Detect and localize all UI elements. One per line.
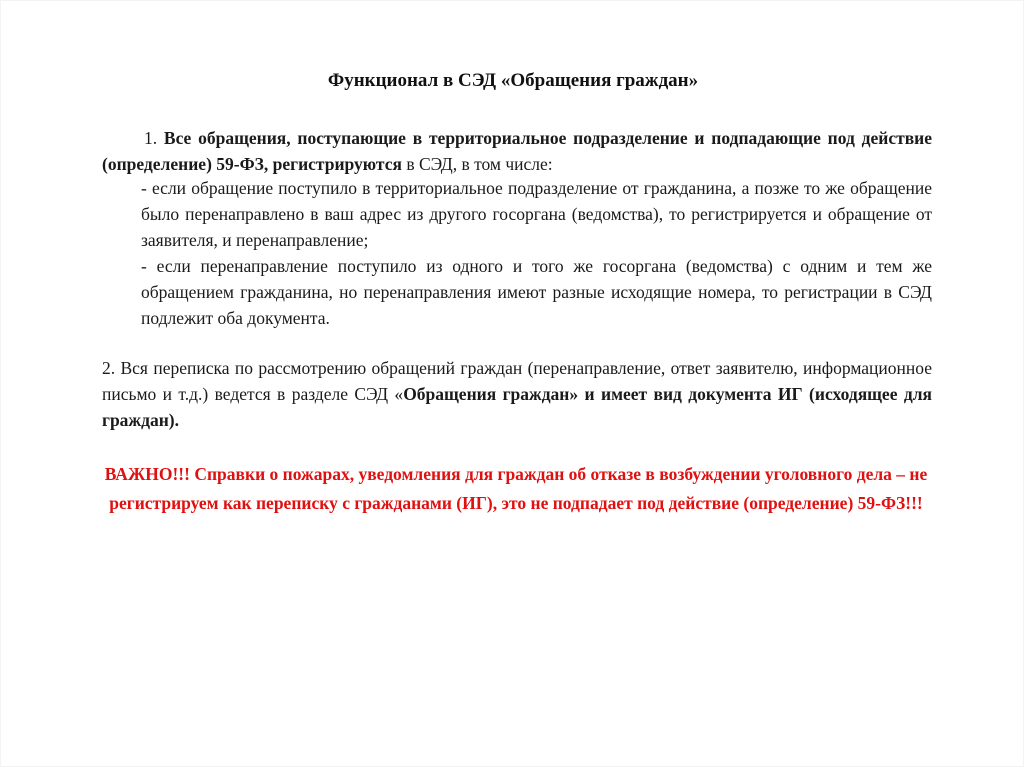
important-note: ВАЖНО!!! Справки о пожарах, уведомления для граждан об отказе в возбуждении уголовного дела – не регистрируем как переписку с гражданами (ИГ), это не подпадает под действие (определение) 59-ФЗ!!! <box>104 464 928 513</box>
slide-title: Функционал в СЭД «Обращения граждан» <box>327 70 699 91</box>
point-2-paragraph <box>102 355 932 433</box>
point-2-normal-text: 2. Вся переписка по рассмотрению обращений граждан (перенаправление, ответ заявителю, информационное письмо и т.д.) ведется в разделе СЭД « <box>102 358 932 404</box>
point-1-normal-text: в СЭД, в том числе: <box>401 154 553 174</box>
point-1-paragraph <box>102 125 932 177</box>
point-1-bullet-2: - если перенаправление поступило из одного и того же госоргана (ведомства) с одним и тем же обращением гражданина, но перенаправления имеют разные исходящие номера, то регистрации в СЭД подлежит оба документа. <box>141 256 932 328</box>
point-2-bold-text: Обращения граждан» и имеет вид документа ИГ (исходящее для граждан). <box>102 384 932 430</box>
point-1-number: 1. <box>144 128 164 148</box>
point-1-bullet-1: - если обращение поступило в территориальное подразделение от гражданина, а позже то же обращение было перенаправлено в ваш адрес из другого госоргана (ведомства), то регистрируется и обращение от заявителя, и перенаправление; <box>141 178 932 250</box>
point-1-bold-text: Все обращения, поступающие в территориальное подразделение и подпадающие под действие (определение) 59-ФЗ, регистрируются <box>102 128 933 174</box>
